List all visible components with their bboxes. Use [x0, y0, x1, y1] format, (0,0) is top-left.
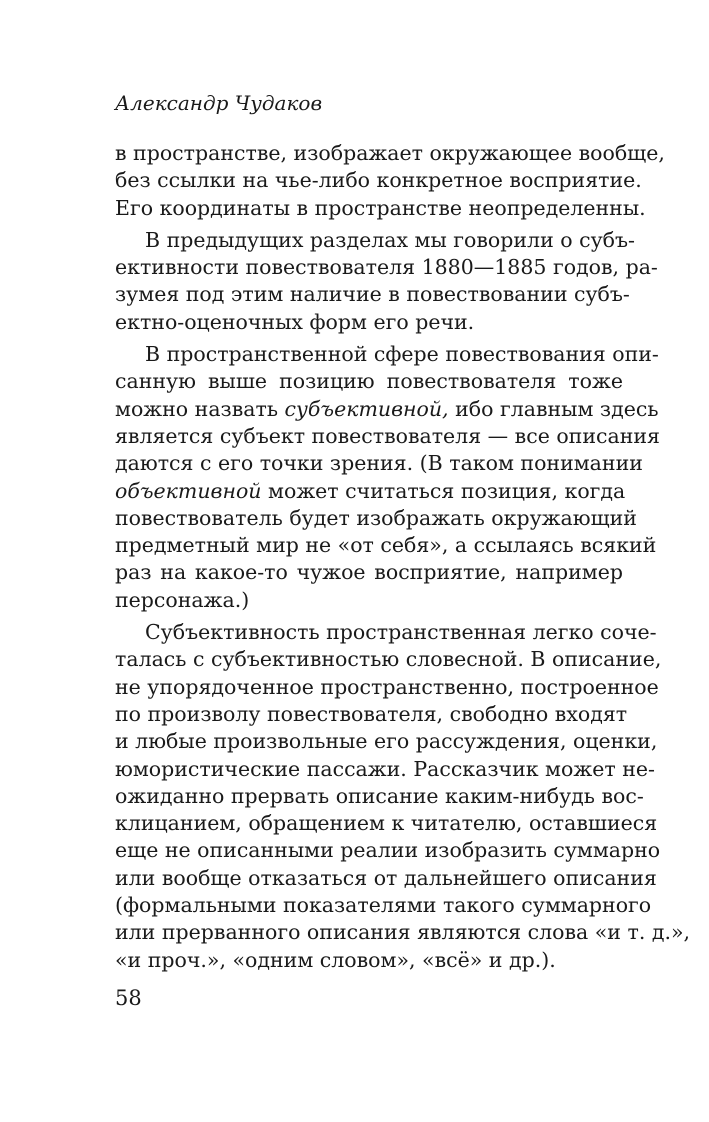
text-line — [115, 423, 660, 450]
text-line — [115, 450, 643, 477]
text-run: в пространстве, изображает окружающее вообще, — [115, 141, 665, 165]
text-run: раз на какое-то чужое восприятие, например — [115, 560, 623, 585]
text-run: Его координаты в пространстве неопределенны. — [115, 195, 646, 220]
text-run: зумея под этим наличие в повествовании субъ- — [115, 282, 630, 307]
text-line — [115, 167, 642, 194]
text-run: юмористические пассажи. Рассказчик может не- — [115, 756, 655, 781]
text-line — [115, 619, 657, 646]
text-line — [115, 532, 657, 559]
text-line — [115, 756, 655, 783]
text-run: персонажа.) — [115, 587, 250, 612]
text-run: повествователь будет изображать окружающий — [115, 505, 637, 530]
paragraph — [115, 341, 660, 614]
text-line — [115, 505, 637, 532]
paragraph — [115, 140, 665, 222]
text-line — [115, 140, 665, 167]
text-run: без ссылки на чье-либо конкретное восприятие. — [115, 168, 642, 193]
text-line — [115, 728, 658, 755]
text-line — [115, 227, 635, 254]
text-line — [115, 674, 659, 701]
text-line — [115, 646, 662, 673]
text-line — [115, 837, 661, 864]
text-line — [115, 341, 659, 368]
text-line — [115, 396, 659, 423]
text-line — [115, 559, 623, 586]
text-run: или прерванного описания являются слова «и т. д.», — [115, 920, 691, 945]
text-line — [115, 478, 626, 505]
text-run: В предыдущих разделах мы говорили о субъ- — [145, 227, 635, 252]
text-line — [115, 919, 691, 946]
emphasis-text: субъективной, — [284, 396, 449, 421]
text-run: (формальными показателями такого суммарного — [115, 893, 652, 918]
text-line — [115, 701, 628, 728]
text-run: ибо главным здесь — [448, 396, 659, 421]
text-line — [115, 587, 623, 614]
text-line — [115, 368, 623, 395]
text-line — [115, 281, 630, 308]
text-line — [115, 865, 657, 892]
body-text — [115, 140, 691, 974]
text-run: даются с его точки зрения. (В таком понимании — [115, 451, 643, 476]
text-run: «и проч.», «одним словом», «всё» и др.). — [115, 947, 556, 972]
text-line — [115, 254, 658, 281]
text-run: клицанием, обращением к читателю, оставшиеся — [115, 811, 658, 836]
text-run: может считаться позиция, когда — [261, 478, 626, 503]
text-line — [115, 783, 644, 810]
text-run: ективности повествователя 1880—1885 годов, ра- — [115, 255, 658, 280]
text-run: и любые произвольные его рассуждения, оценки, — [115, 729, 658, 754]
running-head-author: Александр Чудаков — [115, 91, 323, 115]
text-run: санную выше позицию повествователя тоже — [115, 369, 623, 394]
text-line — [115, 309, 623, 336]
text-line — [115, 810, 658, 837]
page-number: 58 — [115, 986, 142, 1010]
text-run: Субъективность пространственная легко соче- — [145, 620, 657, 645]
text-run: не упорядоченное пространственно, построенное — [115, 674, 659, 699]
text-line — [115, 892, 652, 919]
paragraph — [115, 227, 658, 336]
text-run: ектно-оценочных форм его речи. — [115, 309, 475, 334]
text-run: еще не описанными реалии изобразить суммарно — [115, 838, 661, 863]
text-run: или вообще отказаться от дальнейшего описания — [115, 865, 657, 890]
text-line — [115, 947, 623, 974]
text-run: по произволу повествователя, свободно входят — [115, 701, 628, 726]
text-run: ожиданно прервать описание каким-нибудь вос- — [115, 783, 644, 808]
text-run: является субъект повествователя — все описания — [115, 423, 660, 448]
text-run: предметный мир не «от себя», а ссылаясь всякий — [115, 533, 657, 558]
emphasis-text: объективной — [115, 478, 262, 503]
text-run: В пространственной сфере повествования опи- — [145, 342, 659, 367]
text-run: талась с субъективностью словесной. В описание, — [115, 647, 662, 672]
text-run: можно назвать — [115, 396, 285, 421]
text-line — [115, 195, 646, 222]
paragraph — [115, 619, 691, 974]
